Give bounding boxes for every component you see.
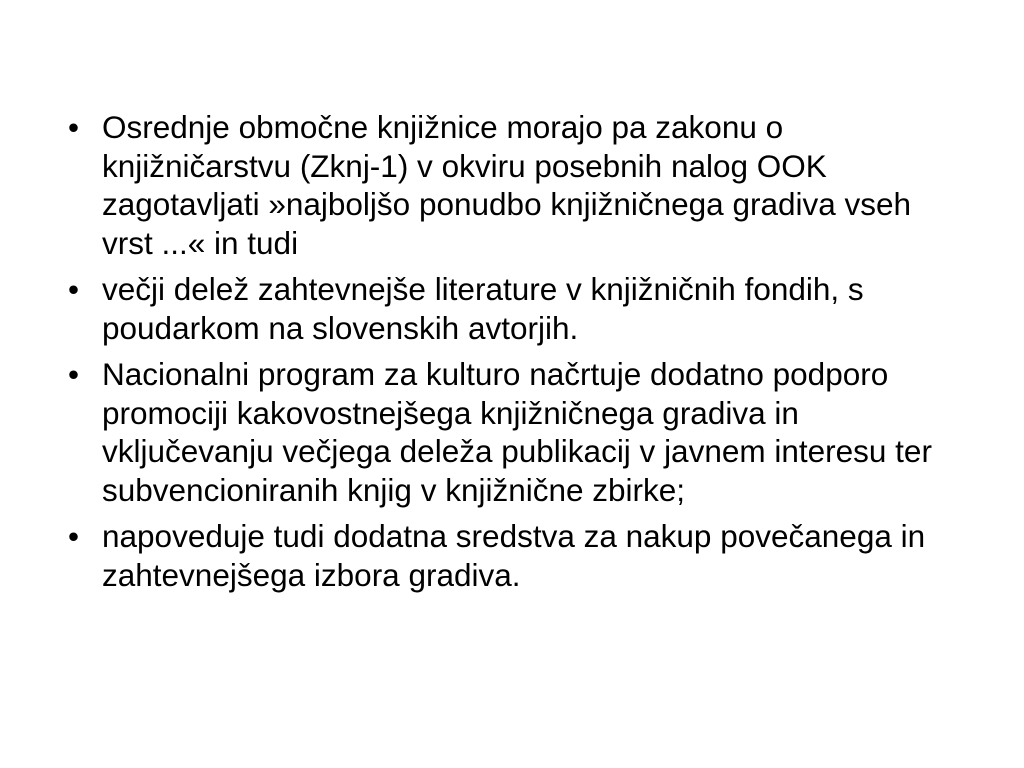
bullet-dot-icon: • <box>68 109 80 145</box>
bullet-dot-icon: • <box>68 518 80 554</box>
bullet-item <box>68 270 968 347</box>
bullet-text: Osrednje območne knjižnice morajo pa zakonu o knjižničarstvu (Zknj-1) v okviru posebnih nalog OOK zagotavljati »najboljšo ponudbo knjižničnega gradiva vseh vrst ...« in tudi <box>102 109 912 261</box>
bullet-item <box>68 108 968 262</box>
bullet-list <box>68 108 968 594</box>
bullet-text: Nacionalni program za kulturo načrtuje dodatno podporo promociji kakovostnejšega knjižničnega gradiva in vključevanju večjega deleža publikacij v javnem interesu ter subvencioniranih knjig v knjižnične zbirke; <box>102 356 932 508</box>
bullet-dot-icon: • <box>68 356 80 392</box>
bullet-item <box>68 517 968 594</box>
bullet-text: napoveduje tudi dodatna sredstva za nakup povečanega in zahtevnejšega izbora gradiva. <box>102 518 926 593</box>
slide-content <box>68 108 968 602</box>
bullet-text: večji delež zahtevnejše literature v knjižničnih fondih, s poudarkom na slovenskih avtorjih. <box>102 271 864 346</box>
bullet-item <box>68 355 968 509</box>
bullet-dot-icon: • <box>68 271 80 307</box>
